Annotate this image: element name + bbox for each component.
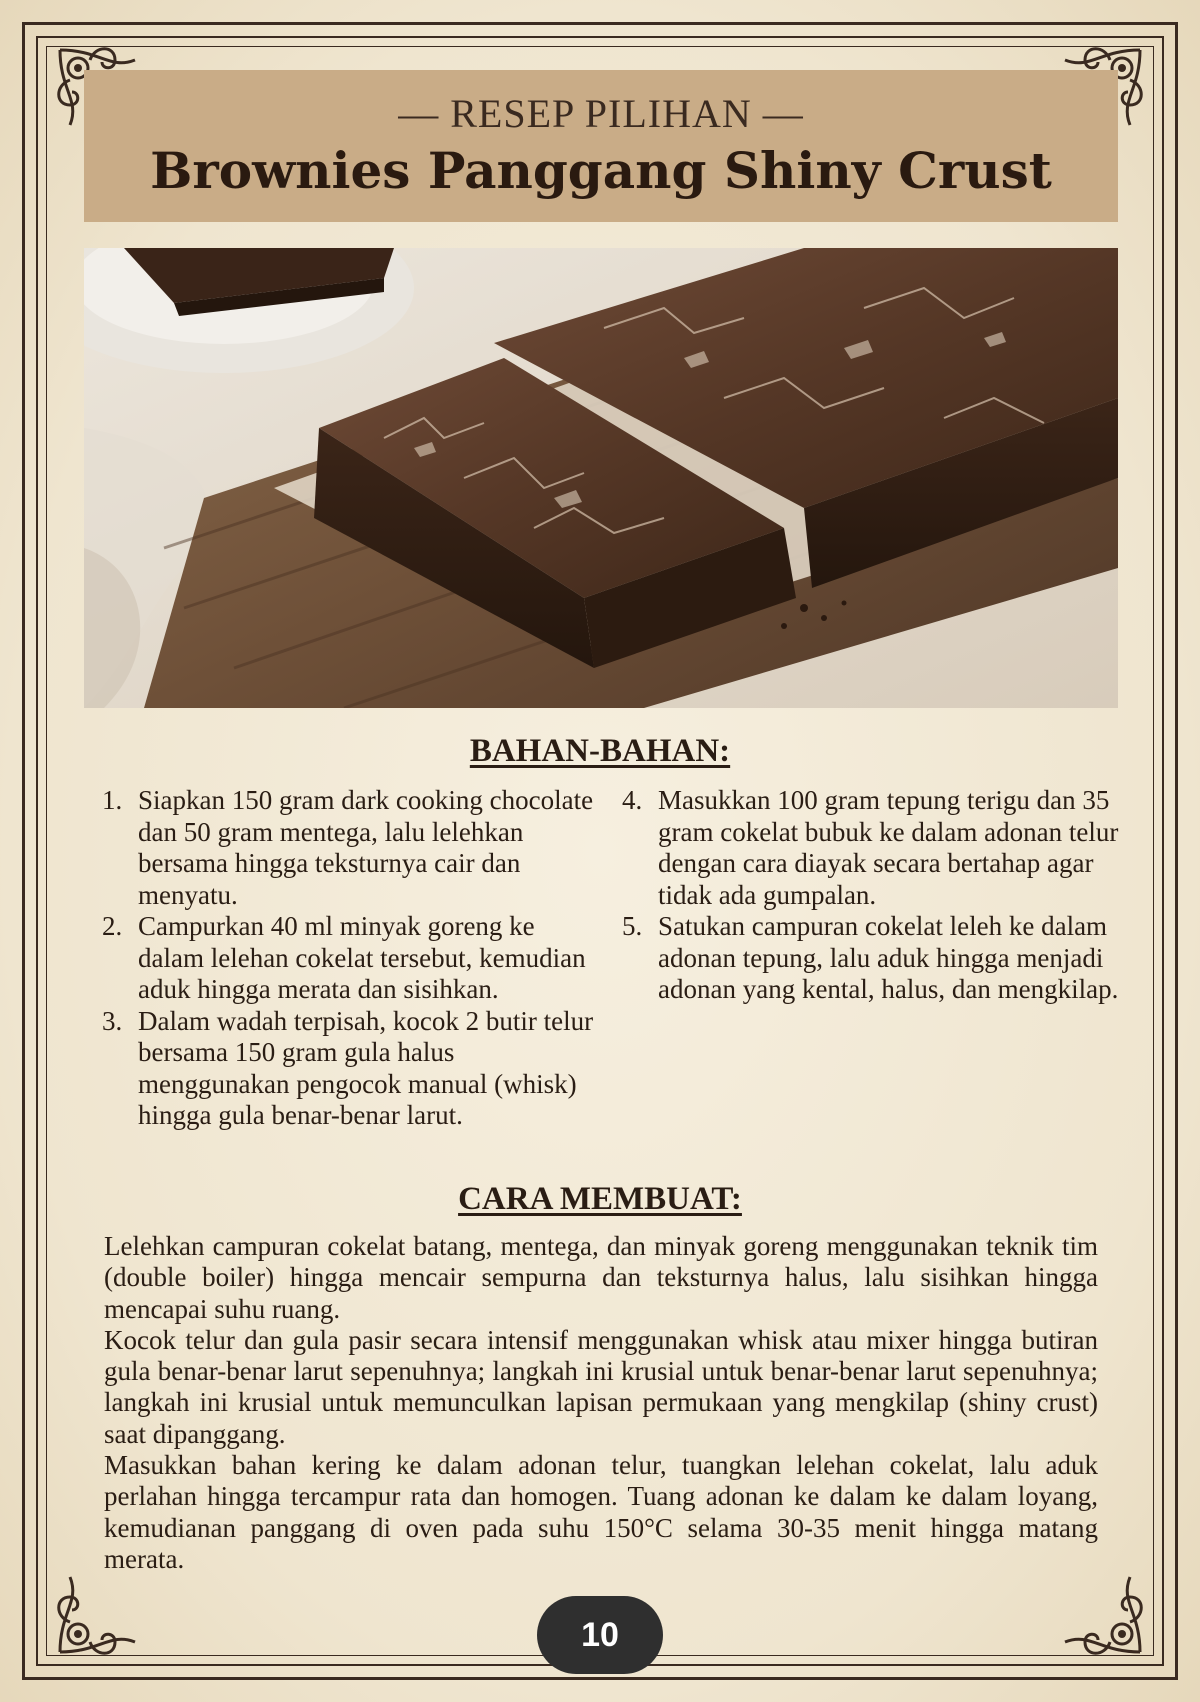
ingredients-list-left: [102, 785, 602, 1132]
ornament-corner-icon: [1050, 1562, 1160, 1672]
method-heading: CARA MEMBUAT:: [458, 1181, 742, 1217]
brownies-photo-icon: [84, 248, 1118, 708]
recipe-header: [84, 70, 1118, 222]
ingredients-heading: BAHAN-BAHAN:: [469, 733, 731, 769]
method-body: [104, 1231, 1098, 1575]
method-paragraph: Masukkan bahan kering ke dalam adonan telur, tuangkan lelehan cokelat, lalu aduk perlahan hingga tercampur rata dan homogen. Tuang adonan ke dalam ke dalam loyang, kemudianan panggang di oven pada suhu 150°C selama 30-35 menit hingga matang merata.: [104, 1450, 1098, 1574]
list-item: [102, 1006, 602, 1132]
ornament-corner-icon: [40, 1562, 150, 1672]
list-item-text: Satukan campuran cokelat leleh ke dalam adonan tepung, lalu aduk hingga menjadi adonan yang kental, halus, dan mengkilap.: [658, 911, 1119, 1004]
list-item-text: Masukkan 100 gram tepung terigu dan 35 gram cokelat bubuk ke dalam adonan telur dengan cara diayak secara bertahap agar tidak ada gumpalan.: [658, 785, 1119, 910]
ingredients-list-right: [622, 785, 1122, 1006]
list-item-text: Campurkan 40 ml minyak goreng ke dalam lelehan cokelat tersebut, kemudian aduk hingga merata dan sisihkan.: [138, 911, 586, 1004]
list-item: [622, 911, 1122, 1006]
list-item-number: 3.: [102, 1005, 123, 1036]
brownies-photo: [84, 248, 1118, 708]
list-item-number: 5.: [622, 911, 643, 941]
method-paragraph: Lelehkan campuran cokelat batang, mentega, dan minyak goreng menggunakan teknik tim (double boiler) hingga mencair sempurna dan teksturnya halus, lalu sisihkan hingga mencapai suhu ruang.: [104, 1231, 1098, 1324]
list-item: [102, 785, 602, 911]
header-kicker: — RESEP PILIHAN —: [398, 91, 804, 136]
list-item-number: 1.: [102, 785, 123, 815]
method-paragraph: Kocok telur dan gula pasir secara intensif menggunakan whisk atau mixer hingga butiran gula benar-benar larut sepenuhnya; langkah ini krusial untuk benar-benar larut sepenuhnya; langkah ini krusial untuk memunculkan lapisan permukaan yang mengkilap (shiny crust) saat dipanggang.: [104, 1324, 1098, 1449]
list-item-text: Dalam wadah terpisah, kocok 2 butir telur bersama 150 gram gula halus menggunakan pengocok manual (whisk) hingga gula benar-benar larut.: [138, 1005, 594, 1130]
recipe-title: Brownies Panggang Shiny Crust: [150, 141, 1052, 200]
list-item-text: Siapkan 150 gram dark cooking chocolate dan 50 gram mentega, lalu lelehkan bersama hingga teksturnya cair dan menyatu.: [138, 785, 594, 910]
page-number-badge: 10: [537, 1596, 663, 1674]
list-item: [102, 911, 602, 1006]
list-item-number: 4.: [622, 785, 643, 815]
list-item: [622, 785, 1122, 911]
list-item-number: 2.: [102, 911, 123, 941]
